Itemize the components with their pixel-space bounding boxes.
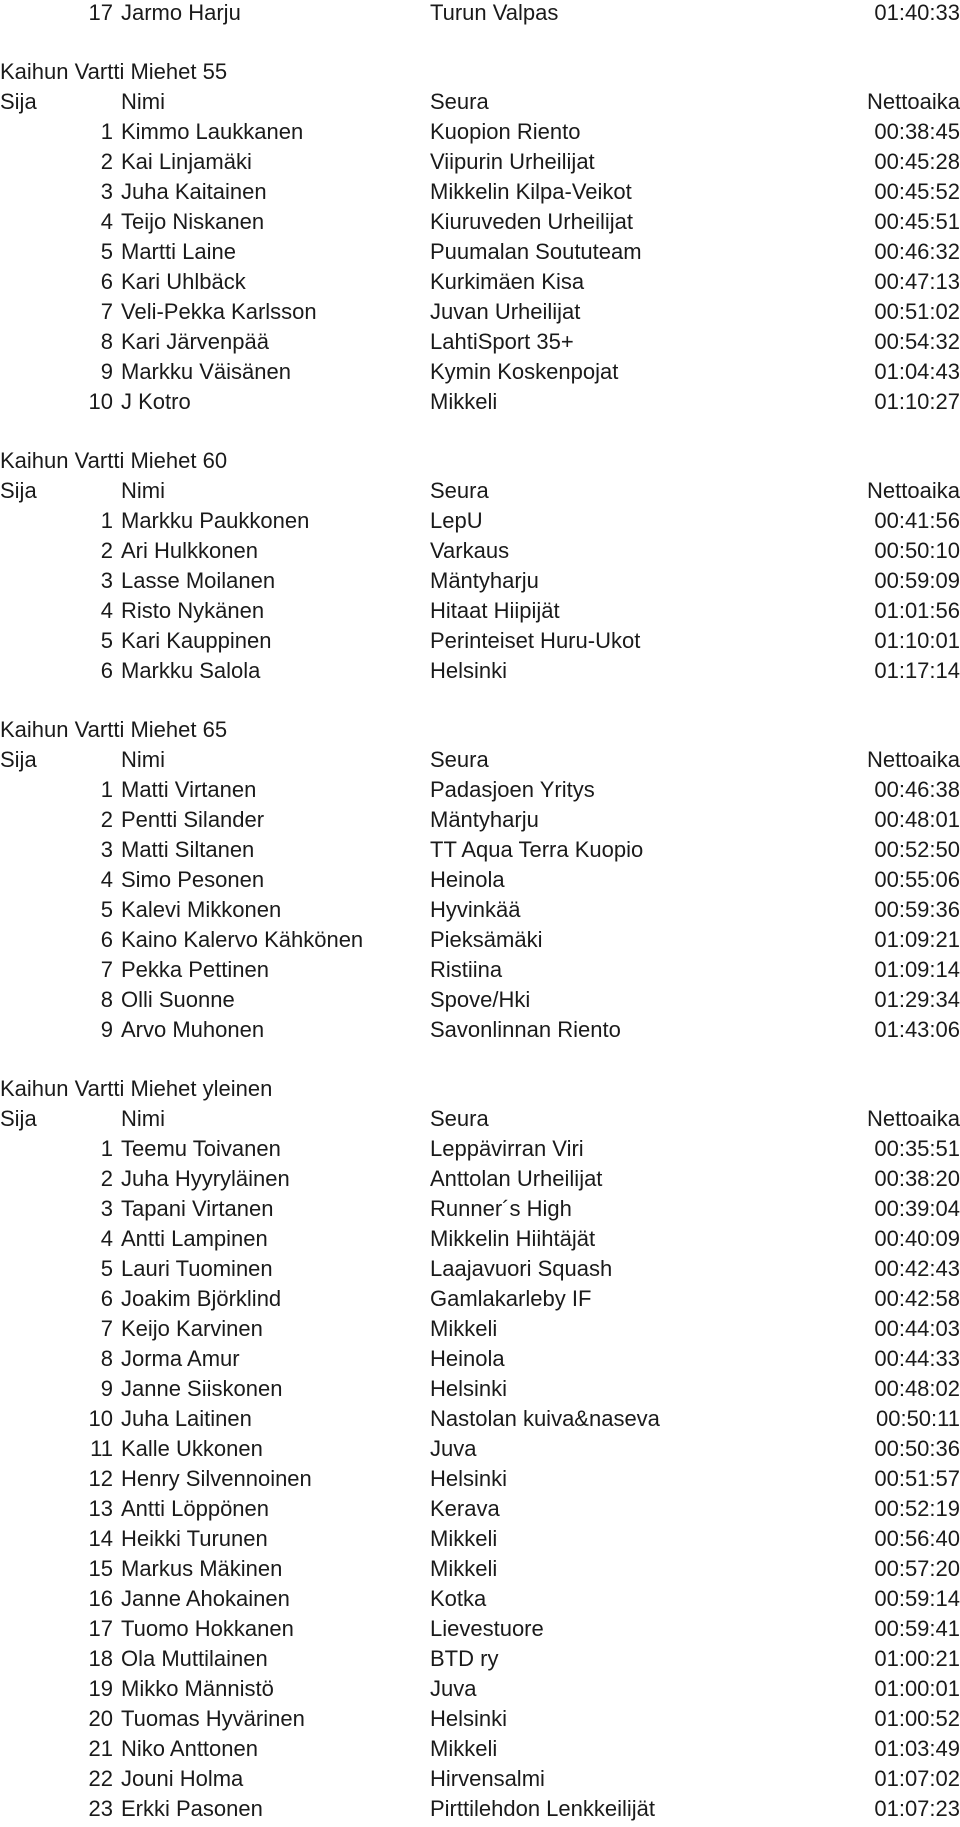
club-cell: Helsinki [430,1466,508,1491]
result-row [0,1314,960,1344]
rank-cell: 2 [100,538,113,563]
result-row [0,1015,960,1045]
result-row-continued [0,0,960,28]
time-cell: 00:45:52 [874,179,960,204]
club-cell: Varkaus [430,538,510,563]
club-cell: Hitaat Hiipijät [430,598,560,623]
header-rank: Sija [0,1106,37,1131]
name-cell: Matti Siltanen [121,837,255,862]
club-cell: Mikkeli [430,389,498,414]
result-row [0,147,960,177]
time-cell: 01:03:49 [874,1736,960,1761]
result-row [0,626,960,656]
club-cell: Kotka [430,1586,487,1611]
rank-cell: 10 [88,389,113,414]
time-cell: 00:40:09 [874,1226,960,1251]
header-club: Seura [430,747,489,772]
club-cell: Perinteiset Huru-Ukot [430,628,641,653]
rank-cell: 1 [100,119,113,144]
club-cell: Juva [430,1676,477,1701]
name-cell: Jarmo Harju [121,0,241,25]
time-cell: 00:51:57 [874,1466,960,1491]
time-cell: 00:52:19 [874,1496,960,1521]
club-cell: Mikkeli [430,1526,498,1551]
result-row [0,1254,960,1284]
name-cell: Tuomas Hyvärinen [121,1706,305,1731]
club-cell: BTD ry [430,1646,499,1671]
rank-cell: 1 [100,777,113,802]
name-cell: Antti Löppönen [121,1496,270,1521]
name-cell: Olli Suonne [121,987,235,1012]
header-name: Nimi [121,89,165,114]
time-cell: 00:38:45 [874,119,960,144]
club-cell: Juvan Urheilijat [430,299,581,324]
club-cell: Mikkeli [430,1316,498,1341]
rank-cell: 4 [100,867,113,892]
club-cell: Puumalan Soututeam [430,239,642,264]
result-row [0,297,960,327]
club-cell: LahtiSport 35+ [430,329,574,354]
time-cell: 00:39:04 [874,1196,960,1221]
rank-cell: 5 [100,1256,113,1281]
column-header [0,476,960,506]
rank-cell: 6 [100,269,113,294]
time-cell: 01:07:23 [874,1796,960,1821]
club-cell: Mikkeli [430,1736,498,1761]
rank-cell: 7 [100,299,113,324]
result-row [0,1614,960,1644]
name-cell: Simo Pesonen [121,867,265,892]
rank-cell: 3 [100,1196,113,1221]
name-cell: Arvo Muhonen [121,1017,265,1042]
rank-cell: 14 [88,1526,113,1551]
header-time: Nettoaika [867,89,960,114]
rank-cell: 7 [100,957,113,982]
rank-cell: 23 [88,1796,113,1821]
column-header [0,87,960,117]
name-cell: Juha Laitinen [121,1406,252,1431]
result-row [0,1434,960,1464]
name-cell: Ola Muttilainen [121,1646,268,1671]
result-row [0,1374,960,1404]
club-cell: Lievestuore [430,1616,544,1641]
name-cell: Pentti Silander [121,807,265,832]
section-title [0,446,960,476]
time-cell: 01:00:21 [874,1646,960,1671]
result-row [0,1284,960,1314]
time-cell: 00:45:51 [874,209,960,234]
column-header [0,1104,960,1134]
section-title [0,715,960,745]
result-row [0,925,960,955]
result-row [0,1494,960,1524]
section-title [0,57,960,87]
rank-cell: 5 [100,897,113,922]
time-cell: 01:01:56 [874,598,960,623]
section-title-text: Kaihun Vartti Miehet 60 [0,448,228,473]
result-row [0,1674,960,1704]
name-cell: Tuomo Hokkanen [121,1616,294,1641]
rank-cell: 4 [100,1226,113,1251]
name-cell: Markku Paukkonen [121,508,310,533]
name-cell: Kaino Kalervo Kähkönen [121,927,364,952]
rank-cell: 5 [100,628,113,653]
time-cell: 00:42:58 [874,1286,960,1311]
rank-cell: 8 [100,329,113,354]
name-cell: Markku Salola [121,658,261,683]
time-cell: 01:43:06 [874,1017,960,1042]
rank-cell: 4 [100,209,113,234]
result-row [0,955,960,985]
name-cell: Kalevi Mikkonen [121,897,282,922]
time-cell: 01:04:43 [874,359,960,384]
club-cell: Heinola [430,1346,505,1371]
club-cell: Hirvensalmi [430,1766,545,1791]
rank-cell: 3 [100,179,113,204]
header-club: Seura [430,478,489,503]
result-row [0,1704,960,1734]
result-row [0,566,960,596]
rank-cell: 11 [90,1436,113,1461]
time-cell: 01:09:21 [874,927,960,952]
name-cell: Kari Uhlbäck [121,269,246,294]
name-cell: Pekka Pettinen [121,957,269,982]
result-row [0,596,960,626]
name-cell: Jorma Amur [121,1346,240,1371]
time-cell: 00:56:40 [874,1526,960,1551]
time-cell: 01:09:14 [874,957,960,982]
result-row [0,357,960,387]
time-cell: 00:45:28 [874,149,960,174]
rank-cell: 17 [88,1616,113,1641]
header-time: Nettoaika [867,1106,960,1131]
name-cell: Martti Laine [121,239,236,264]
club-cell: Mikkelin Kilpa-Veikot [430,179,632,204]
time-cell: 01:10:27 [874,389,960,414]
result-row [0,177,960,207]
rank-cell: 3 [100,568,113,593]
club-cell: Hyvinkää [430,897,521,922]
header-name: Nimi [121,478,165,503]
rank-cell: 8 [100,1346,113,1371]
name-cell: Lasse Moilanen [121,568,276,593]
club-cell: Kymin Koskenpojat [430,359,619,384]
result-row [0,1224,960,1254]
result-row [0,1764,960,1794]
rank-cell: 19 [88,1676,113,1701]
name-cell: Kai Linjamäki [121,149,252,174]
rank-cell: 9 [100,359,113,384]
club-cell: Kurkimäen Kisa [430,269,585,294]
time-cell: 00:44:03 [874,1316,960,1341]
club-cell: Viipurin Urheilijat [430,149,595,174]
club-cell: Laajavuori Squash [430,1256,613,1281]
section-title-text: Kaihun Vartti Miehet 65 [0,717,228,742]
result-row [0,327,960,357]
club-cell: TT Aqua Terra Kuopio [430,837,644,862]
time-cell: 00:59:41 [874,1616,960,1641]
name-cell: Keijo Karvinen [121,1316,263,1341]
result-row [0,267,960,297]
rank-cell: 18 [88,1646,113,1671]
time-cell: 01:29:34 [874,987,960,1012]
name-cell: Risto Nykänen [121,598,265,623]
time-cell: 01:00:52 [874,1706,960,1731]
name-cell: Tapani Virtanen [121,1196,274,1221]
club-cell: Pirttilehdon Lenkkeilijät [430,1796,656,1821]
time-cell: 00:38:20 [874,1166,960,1191]
club-cell: Nastolan kuiva&naseva [430,1406,660,1431]
club-cell: Mikkelin Hiihtäjät [430,1226,596,1251]
header-name: Nimi [121,1106,165,1131]
header-club: Seura [430,89,489,114]
club-cell: Mäntyharju [430,568,539,593]
club-cell: Leppävirran Viri [430,1136,584,1161]
time-cell: 00:47:13 [874,269,960,294]
rank-cell: 8 [100,987,113,1012]
name-cell: Kalle Ukkonen [121,1436,263,1461]
time-cell: 00:55:06 [874,867,960,892]
result-row [0,865,960,895]
name-cell: Jouni Holma [121,1766,244,1791]
rank-cell: 12 [88,1466,113,1491]
result-row [0,835,960,865]
rank-cell: 3 [100,837,113,862]
rank-cell: 21 [88,1736,113,1761]
result-row [0,1344,960,1374]
rank-cell: 2 [100,807,113,832]
name-cell: Teemu Toivanen [121,1136,281,1161]
club-cell: Helsinki [430,658,508,683]
result-row [0,237,960,267]
result-row [0,1404,960,1434]
name-cell: Ari Hulkkonen [121,538,258,563]
time-cell: 00:50:36 [874,1436,960,1461]
rank-cell: 2 [100,149,113,174]
result-row [0,1584,960,1614]
rank-cell: 1 [100,508,113,533]
result-row [0,506,960,536]
time-cell: 01:17:14 [874,658,960,683]
header-name: Nimi [121,747,165,772]
result-row [0,656,960,686]
name-cell: Mikko Männistö [121,1676,274,1701]
header-rank: Sija [0,89,37,114]
name-cell: Heikki Turunen [121,1526,268,1551]
time-cell: 00:59:09 [874,568,960,593]
time-cell: 00:48:01 [874,807,960,832]
club-cell: Gamlakarleby IF [430,1286,592,1311]
name-cell: Markku Väisänen [121,359,291,384]
club-cell: Helsinki [430,1706,508,1731]
time-cell: 01:07:02 [874,1766,960,1791]
result-row [0,985,960,1015]
time-cell: 00:59:14 [874,1586,960,1611]
name-cell: Janne Siiskonen [121,1376,283,1401]
header-rank: Sija [0,747,37,772]
club-cell: Spove/Hki [430,987,531,1012]
name-cell: Henry Silvennoinen [121,1466,312,1491]
name-cell: Lauri Tuominen [121,1256,273,1281]
result-row [0,1794,960,1824]
time-cell: 01:00:01 [874,1676,960,1701]
result-row [0,1734,960,1764]
club-cell: Anttolan Urheilijat [430,1166,603,1191]
time-cell: 00:50:11 [875,1406,960,1431]
name-cell: Juha Kaitainen [121,179,267,204]
club-cell: Mikkeli [430,1556,498,1581]
club-cell: Kuopion Riento [430,119,581,144]
header-time: Nettoaika [867,478,960,503]
section-title [0,1074,960,1104]
result-row [0,895,960,925]
time-cell: 00:50:10 [874,538,960,563]
name-cell: Niko Anttonen [121,1736,258,1761]
rank-cell: 6 [100,1286,113,1311]
time-cell: 00:51:02 [874,299,960,324]
time-cell: 00:35:51 [874,1136,960,1161]
rank-cell: 6 [100,927,113,952]
rank-cell: 4 [100,598,113,623]
result-row [0,117,960,147]
time-cell: 00:54:32 [874,329,960,354]
result-row [0,1194,960,1224]
club-cell: Savonlinnan Riento [430,1017,621,1042]
rank-cell: 16 [88,1586,113,1611]
club-cell: LepU [430,508,483,533]
time-cell: 01:10:01 [874,628,960,653]
time-cell: 00:48:02 [874,1376,960,1401]
result-row [0,1554,960,1584]
rank-cell: 15 [88,1556,113,1581]
header-time: Nettoaika [867,747,960,772]
rank-cell: 9 [100,1376,113,1401]
name-cell: Markus Mäkinen [121,1556,283,1581]
name-cell: Erkki Pasonen [121,1796,263,1821]
result-row [0,1464,960,1494]
header-club: Seura [430,1106,489,1131]
name-cell: Juha Hyyryläinen [121,1166,290,1191]
result-row [0,1134,960,1164]
rank-cell: 20 [88,1706,113,1731]
rank-cell: 13 [88,1496,113,1521]
name-cell: Kari Järvenpää [121,329,269,354]
rank-cell: 2 [100,1166,113,1191]
time-cell: 00:41:56 [874,508,960,533]
time-cell: 00:52:50 [874,837,960,862]
time-cell: 00:59:36 [874,897,960,922]
name-cell: Teijo Niskanen [121,209,265,234]
club-cell: Padasjoen Yritys [430,777,595,802]
rank-cell: 10 [88,1406,113,1431]
section-title-text: Kaihun Vartti Miehet 55 [0,59,228,84]
club-cell: Mäntyharju [430,807,539,832]
name-cell: Matti Virtanen [121,777,257,802]
club-cell: Turun Valpas [430,0,559,25]
result-row [0,207,960,237]
result-row [0,1164,960,1194]
result-row [0,805,960,835]
result-row [0,1644,960,1674]
result-row [0,387,960,417]
rank-cell: 17 [88,0,113,25]
club-cell: Pieksämäki [430,927,543,952]
result-row [0,775,960,805]
name-cell: J Kotro [121,389,191,414]
name-cell: Janne Ahokainen [121,1586,290,1611]
column-header [0,745,960,775]
header-rank: Sija [0,478,37,503]
result-row [0,1524,960,1554]
time-cell: 00:42:43 [874,1256,960,1281]
club-cell: Heinola [430,867,505,892]
time-cell: 00:46:38 [874,777,960,802]
name-cell: Kimmo Laukkanen [121,119,304,144]
time-cell: 01:40:33 [874,0,960,25]
rank-cell: 5 [100,239,113,264]
time-cell: 00:57:20 [874,1556,960,1581]
club-cell: Ristiina [430,957,503,982]
name-cell: Joakim Björklind [121,1286,282,1311]
club-cell: Helsinki [430,1376,508,1401]
club-cell: Kiuruveden Urheilijat [430,209,633,234]
name-cell: Antti Lampinen [121,1226,268,1251]
name-cell: Veli-Pekka Karlsson [121,299,317,324]
time-cell: 00:44:33 [874,1346,960,1371]
rank-cell: 7 [100,1316,113,1341]
rank-cell: 6 [100,658,113,683]
name-cell: Kari Kauppinen [121,628,272,653]
club-cell: Kerava [430,1496,500,1521]
rank-cell: 1 [100,1136,113,1161]
rank-cell: 9 [100,1017,113,1042]
result-row [0,536,960,566]
club-cell: Runner´s High [430,1196,572,1221]
section-title-text: Kaihun Vartti Miehet yleinen [0,1076,273,1101]
club-cell: Juva [430,1436,477,1461]
time-cell: 00:46:32 [874,239,960,264]
rank-cell: 22 [88,1766,113,1791]
